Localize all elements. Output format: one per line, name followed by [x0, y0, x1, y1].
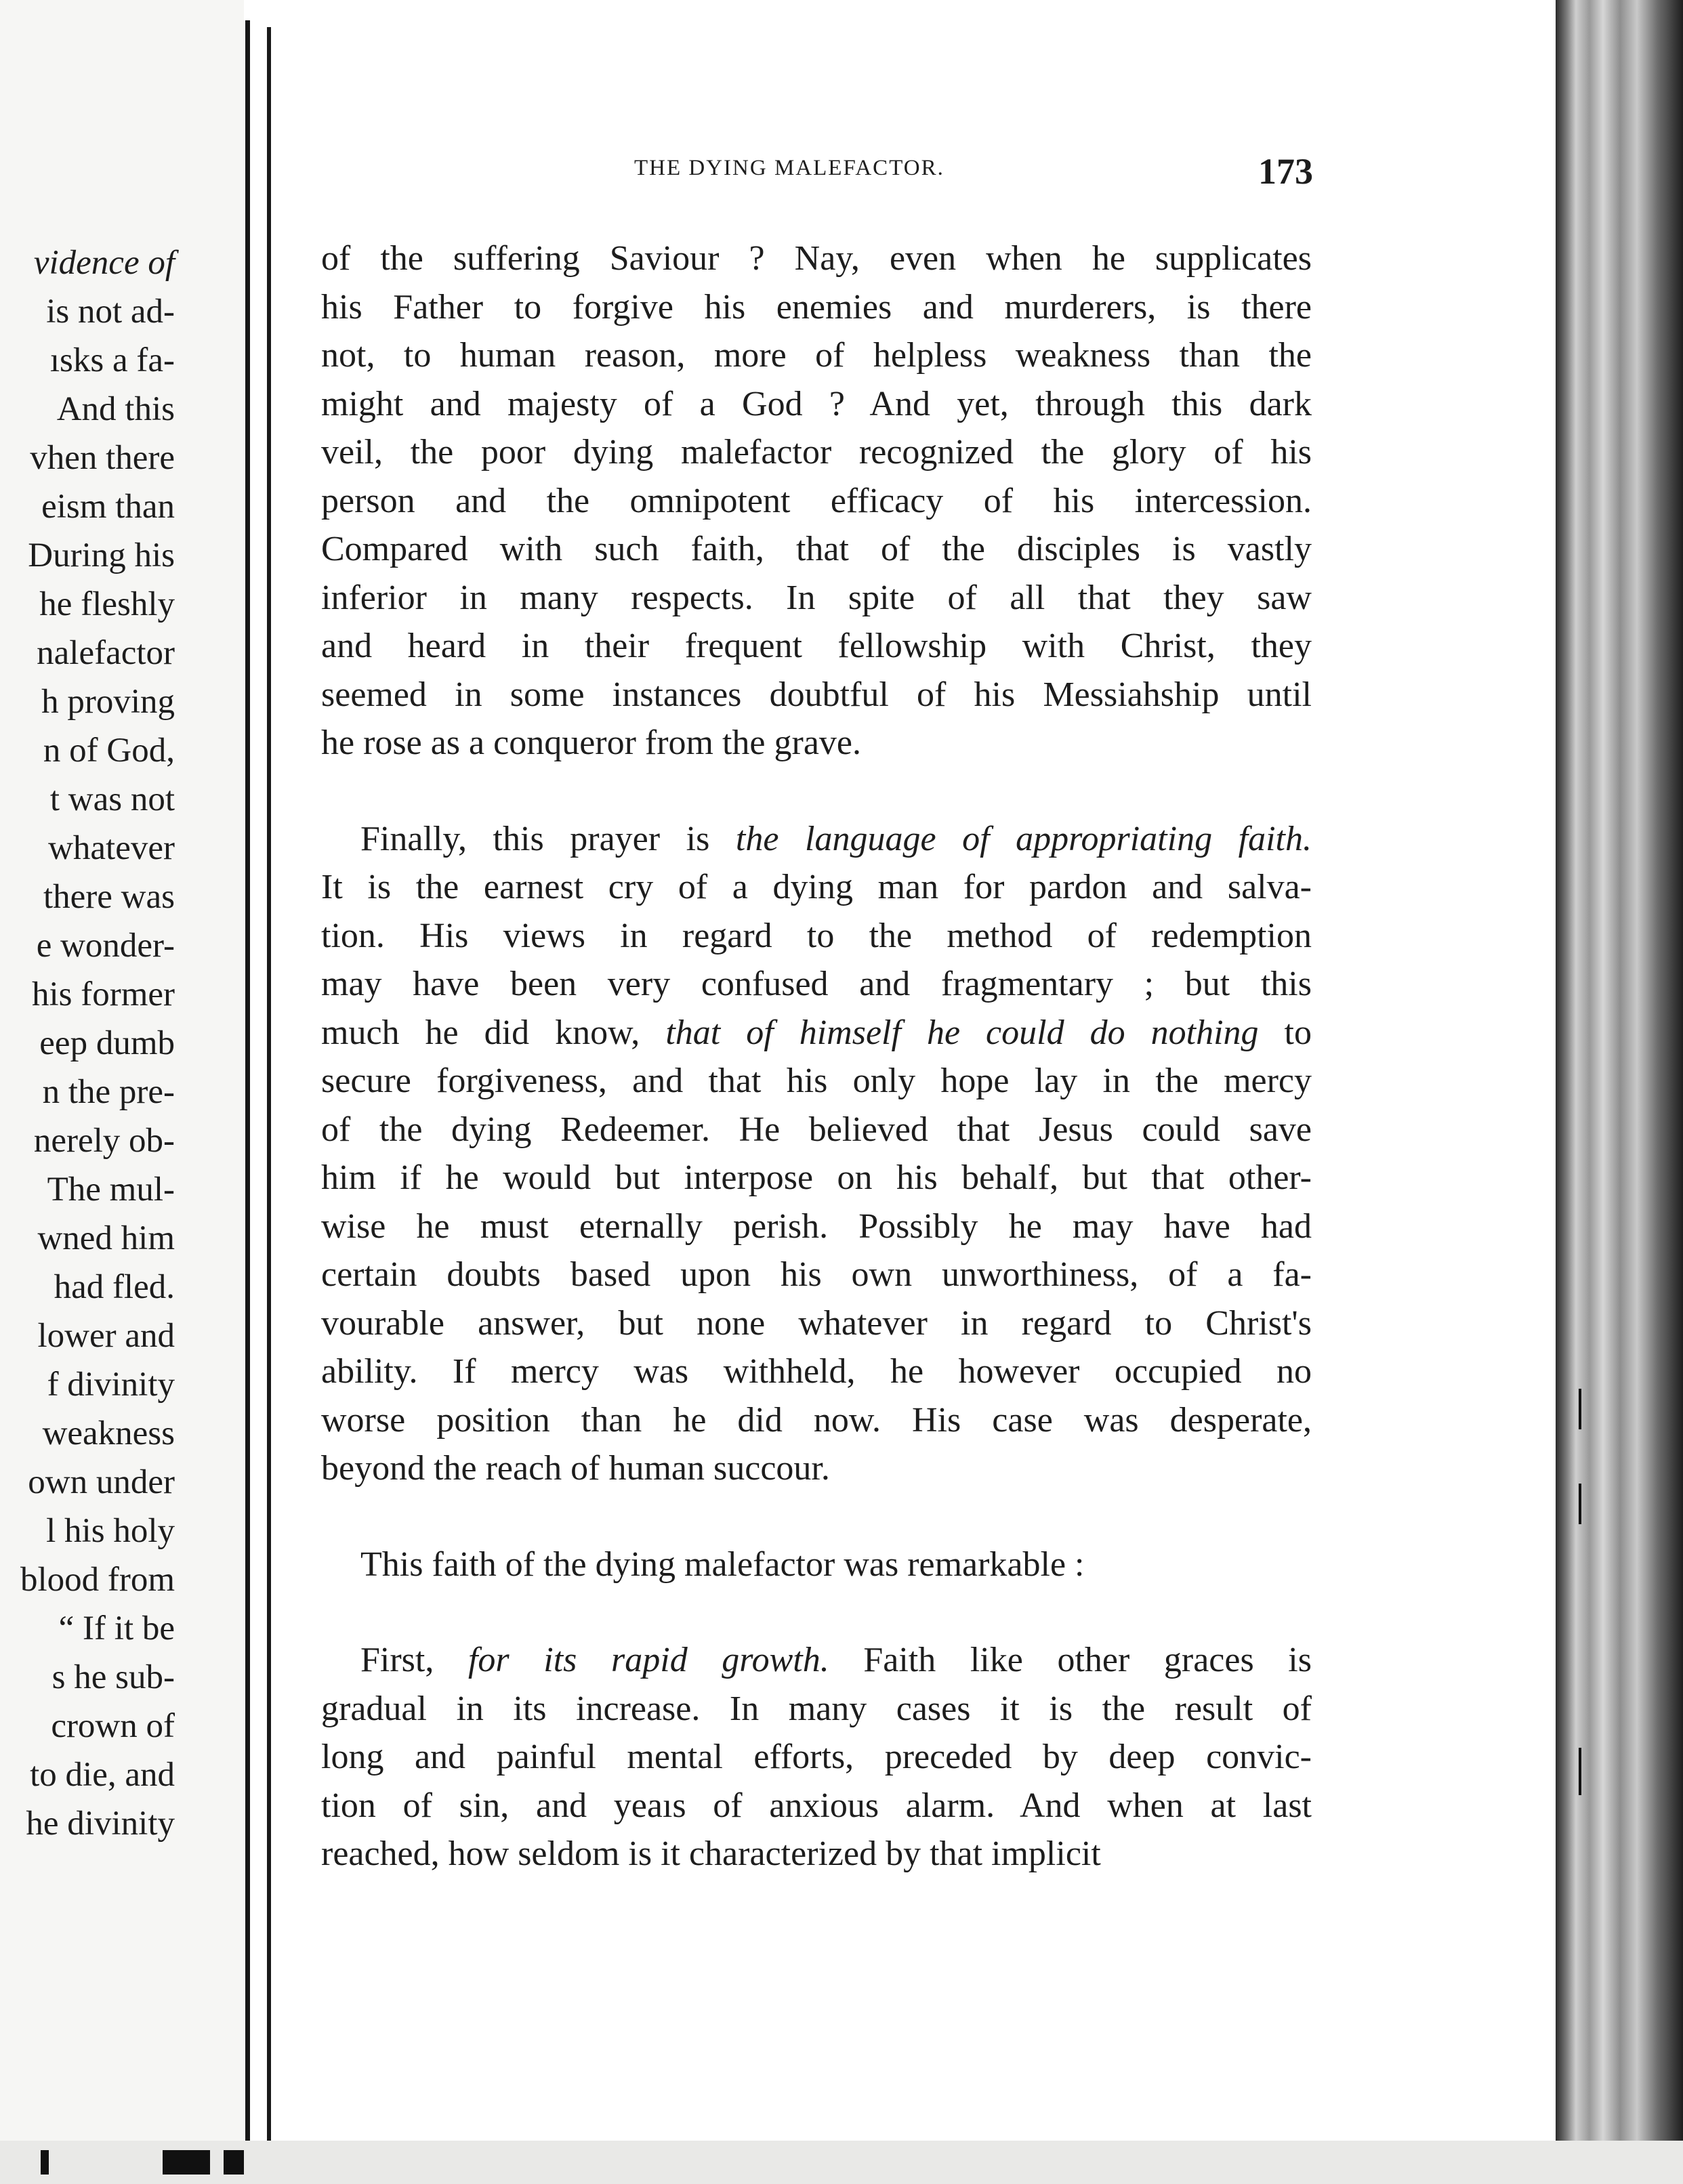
left-page-line: The mul- — [47, 1171, 175, 1209]
text-line: beyond the reach of human succour. — [321, 1449, 830, 1488]
text-line: tion of sin, and yeaıs of anxious alarm. And when at last — [321, 1786, 1312, 1825]
text-line: worse position than he did now. His case was desperate, — [321, 1400, 1312, 1440]
left-page-line: t was not — [49, 780, 175, 818]
text-line — [321, 815, 1312, 864]
text-line — [321, 1009, 1312, 1057]
paragraph — [321, 1636, 1312, 1878]
gutter-edge-line — [267, 27, 271, 2141]
edge-mark — [1579, 1484, 1581, 1524]
text-line: gradual in its increase. In many cases it is the result of — [321, 1689, 1312, 1728]
text-run: much he did know, — [321, 1013, 666, 1052]
left-page-line: blood from — [20, 1561, 175, 1599]
running-head: THE DYING MALEFACTOR. — [634, 156, 944, 180]
text-line: of the suffering Saviour ? Nay, even when he supplicates — [321, 239, 1312, 278]
left-page-line: eep dumb — [39, 1024, 175, 1062]
text-line: might and majesty of a God ? And yet, through this dark — [321, 384, 1312, 423]
text-line: reached, how seldom is it characterized by that implicit — [321, 1834, 1101, 1873]
left-page-line: his former — [31, 975, 175, 1013]
body-text — [321, 234, 1312, 1878]
left-page-line: f divinity — [47, 1366, 175, 1404]
left-page-line: to die, and — [30, 1756, 175, 1794]
left-page-line: During his — [28, 537, 175, 574]
gutter-shadow-line — [245, 20, 250, 2147]
text-line: long and painful mental efforts, preceded by deep convic- — [321, 1738, 1312, 1776]
paragraph — [321, 815, 1312, 1493]
text-run: First, — [360, 1641, 468, 1679]
left-page-line: lower and — [37, 1317, 175, 1355]
paragraph — [321, 1540, 1312, 1589]
text-line: It is the earnest cry of a dying man for pardon and salva- — [321, 868, 1312, 906]
text-line: secure forgiveness, and that his only hope lay in the mercy — [321, 1062, 1312, 1100]
left-page-line: n the pre- — [42, 1073, 175, 1111]
text-line: veil, the poor dying malefactor recognized the glory of his — [321, 433, 1312, 471]
text-line: vourable answer, but none whatever in regard to Christ's — [321, 1303, 1312, 1343]
scan-artifact — [224, 2150, 244, 2175]
paragraph — [321, 234, 1312, 768]
text-line: inferior in many respects. In spite of all that they saw — [321, 578, 1312, 617]
left-page-line: e wonder- — [36, 927, 175, 965]
left-page-line: crown of — [51, 1707, 175, 1745]
scan-artifact — [163, 2150, 210, 2175]
text-line: of the dying Redeemer. He believed that Jesus could save — [321, 1110, 1312, 1149]
edge-mark — [1579, 1389, 1581, 1429]
left-page-line: n of God, — [43, 732, 175, 770]
text-line: wise he must eternally perish. Possibly he may have had — [321, 1206, 1312, 1246]
text-line: certain doubts based upon his own unworthiness, of a fa- — [321, 1255, 1312, 1294]
left-page-line: vhen there — [30, 439, 175, 477]
edge-mark — [1579, 1748, 1581, 1795]
text-line — [321, 1636, 1312, 1685]
text-run: Finally, this prayer is — [360, 819, 736, 858]
italic-emphasis: the language of appropriating faith. — [735, 819, 1312, 858]
left-page-line: he divinity — [26, 1805, 175, 1843]
scan-bottom-edge — [0, 2141, 1683, 2184]
text-line: he rose as a conqueror from the grave. — [321, 723, 861, 762]
paragraph-gap — [321, 1493, 1312, 1540]
left-page-line: is not ad- — [46, 293, 175, 331]
italic-emphasis: for its rapid growth. — [468, 1641, 829, 1679]
left-page-line: h proving — [41, 683, 175, 721]
left-page-line: “ If it be — [58, 1610, 175, 1647]
left-page-line: wned him — [37, 1219, 175, 1257]
paragraph-gap — [321, 1589, 1312, 1636]
text-line: Compared with such faith, that of the disciples is vastly — [321, 530, 1312, 568]
left-page-line: ısks a fa- — [49, 341, 175, 379]
book-page-edges — [1556, 0, 1683, 2184]
text-line: not, to human reason, more of helpless weakness than the — [321, 336, 1312, 375]
text-line: may have been very confused and fragmentary ; but this — [321, 965, 1312, 1003]
left-page-line: s he sub- — [51, 1658, 175, 1696]
left-page-line: he fleshly — [39, 585, 175, 623]
text-run: to — [1258, 1013, 1312, 1052]
left-page-line: eism than — [41, 488, 175, 526]
left-page-line: l his holy — [46, 1512, 175, 1550]
text-run: Faith like other graces is — [829, 1641, 1312, 1679]
text-line: him if he would but interpose on his behalf, but that other- — [321, 1158, 1312, 1197]
text-line: and heard in their frequent fellowship with Christ, they — [321, 627, 1312, 665]
text-line: tion. His views in regard to the method of redemption — [321, 916, 1312, 955]
text-line: ability. If mercy was withheld, he however occupied no — [321, 1352, 1312, 1391]
left-page-line: weakness — [42, 1414, 175, 1452]
left-page-line: And this — [56, 390, 175, 428]
left-page-line: there was — [43, 878, 175, 916]
italic-emphasis: that of himself he could do nothing — [665, 1013, 1259, 1052]
scan-artifact — [41, 2150, 49, 2175]
left-page-line: nerely ob- — [33, 1122, 175, 1160]
text-line: This faith of the dying malefactor was remarkable : — [360, 1545, 1085, 1584]
text-line: seemed in some instances doubtful of his Messiahship until — [321, 675, 1312, 714]
left-page-text-fragment — [0, 238, 175, 1848]
paragraph-gap — [321, 768, 1312, 815]
left-page-line: whatever — [48, 829, 175, 867]
left-page-line: vidence of — [33, 244, 175, 282]
text-line: his Father to forgive his enemies and murderers, is there — [321, 287, 1312, 327]
page-number: 173 — [1258, 151, 1313, 192]
left-page-line: had fled. — [54, 1268, 175, 1306]
left-page-line: nalefactor — [37, 634, 175, 672]
left-page-line: own under — [28, 1463, 175, 1501]
text-line: person and the omnipotent efficacy of his intercession. — [321, 481, 1312, 520]
